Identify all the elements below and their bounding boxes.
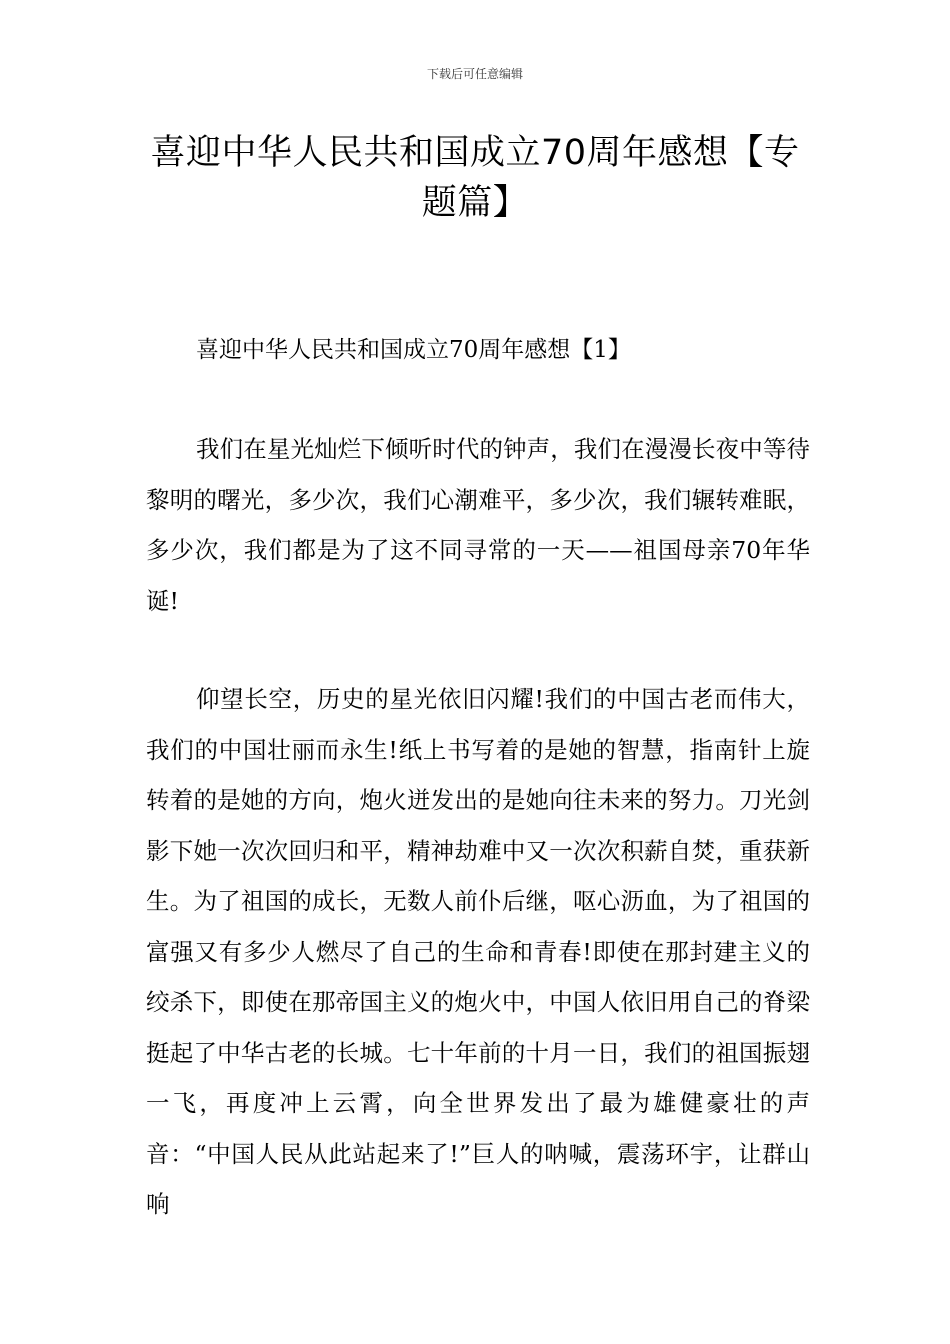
section-heading: 喜迎中华人民共和国成立70周年感想【1】 <box>196 337 631 363</box>
header-note: 下载后可任意编辑 <box>426 67 523 81</box>
paragraph-1: 我们在星光灿烂下倾听时代的钟声，我们在漫漫长夜中等待黎明的曙光，多少次，我们心潮难平，多少次，我们辗转难眠，多少次，我们都是为了这不同寻常的一天——祖国母亲70年华诞! <box>146 435 810 615</box>
paragraph-2: 仰望长空，历史的星光依旧闪耀!我们的中国古老而伟大，我们的中国壮丽而永生!纸上书写着的是她的智慧，指南针上旋转着的是她的方向，炮火迸发出的是她向往未来的努力。刀光剑影下她一次次回归和平，精神劫难中又一次次积薪自焚，重获新生。为了祖国的成长，无数人前仆后继，呕心沥血，为了祖国的富强又有多少人燃尽了自己的生命和青春!即使在那封建主义的绞杀下，即使在那帝国主义的炮火中，中国人依旧用自己的脊梁挺起了中华古老的长城。七十年前的十月一日，我们的祖国振翅一飞，再度冲上云霄，向全世界发出了最为雄健豪壮的声音：“中国人民从此站起来了!”巨人的呐喊，震荡环宇，让群山响 <box>146 685 810 1218</box>
document-title: 喜迎中华人民共和国成立70周年感想【专题篇】 <box>150 133 800 223</box>
